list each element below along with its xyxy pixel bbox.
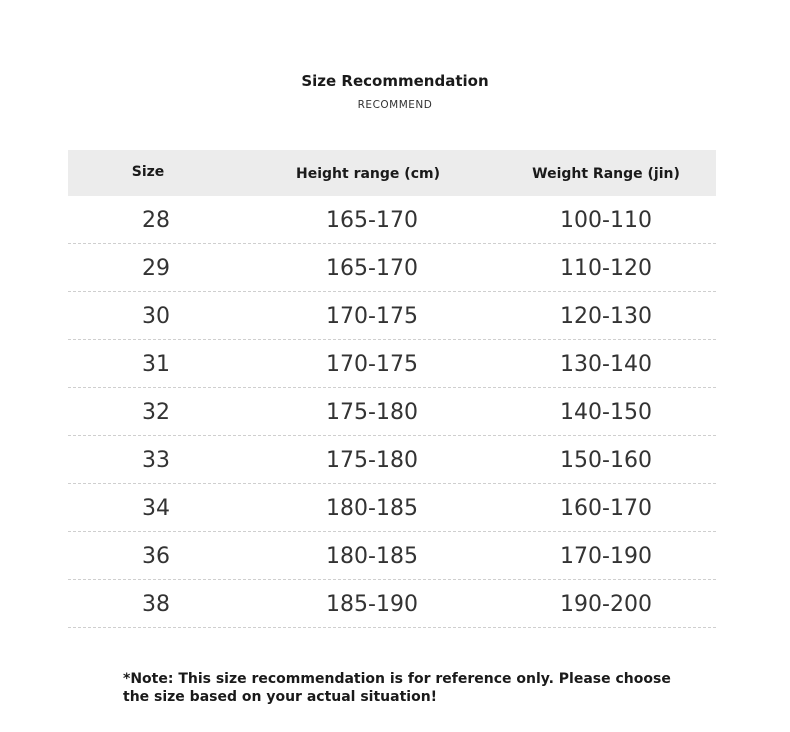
height-cell: 175-180 [326,400,418,425]
table-row [68,196,716,244]
size-cell: 31 [142,352,170,377]
column-header-weight: Weight Range (jin) [532,166,680,182]
height-cell: 180-185 [326,544,418,569]
height-cell: 170-175 [326,304,418,329]
size-table [68,150,716,628]
weight-cell: 190-200 [560,592,652,617]
table-row [68,292,716,340]
weight-cell: 120-130 [560,304,652,329]
footnote: *Note: This size recommendation is for reference only. Please choose the size based on your actual situation! [123,671,671,705]
weight-cell: 100-110 [560,208,652,233]
table-row [68,436,716,484]
page-subtitle: RECOMMEND [357,99,433,111]
height-cell: 170-175 [326,352,418,377]
weight-cell: 170-190 [560,544,652,569]
page-title: Size Recommendation [301,72,489,90]
size-cell: 36 [142,544,170,569]
table-row [68,580,716,628]
table-row [68,484,716,532]
height-cell: 185-190 [326,592,418,617]
table-row [68,244,716,292]
size-cell: 34 [142,496,170,521]
weight-cell: 110-120 [560,256,652,281]
height-cell: 175-180 [326,448,418,473]
size-cell: 29 [142,256,170,281]
column-header-height: Height range (cm) [296,166,440,182]
size-cell: 28 [142,208,170,233]
size-cell: 33 [142,448,170,473]
weight-cell: 130-140 [560,352,652,377]
column-header-size: Size [131,164,165,180]
size-cell: 38 [142,592,170,617]
table-row [68,340,716,388]
weight-cell: 160-170 [560,496,652,521]
size-cell: 32 [142,400,170,425]
height-cell: 180-185 [326,496,418,521]
table-header-row [68,150,716,196]
weight-cell: 150-160 [560,448,652,473]
weight-cell: 140-150 [560,400,652,425]
size-cell: 30 [142,304,170,329]
table-row [68,532,716,580]
table-row [68,388,716,436]
height-cell: 165-170 [326,256,418,281]
height-cell: 165-170 [326,208,418,233]
